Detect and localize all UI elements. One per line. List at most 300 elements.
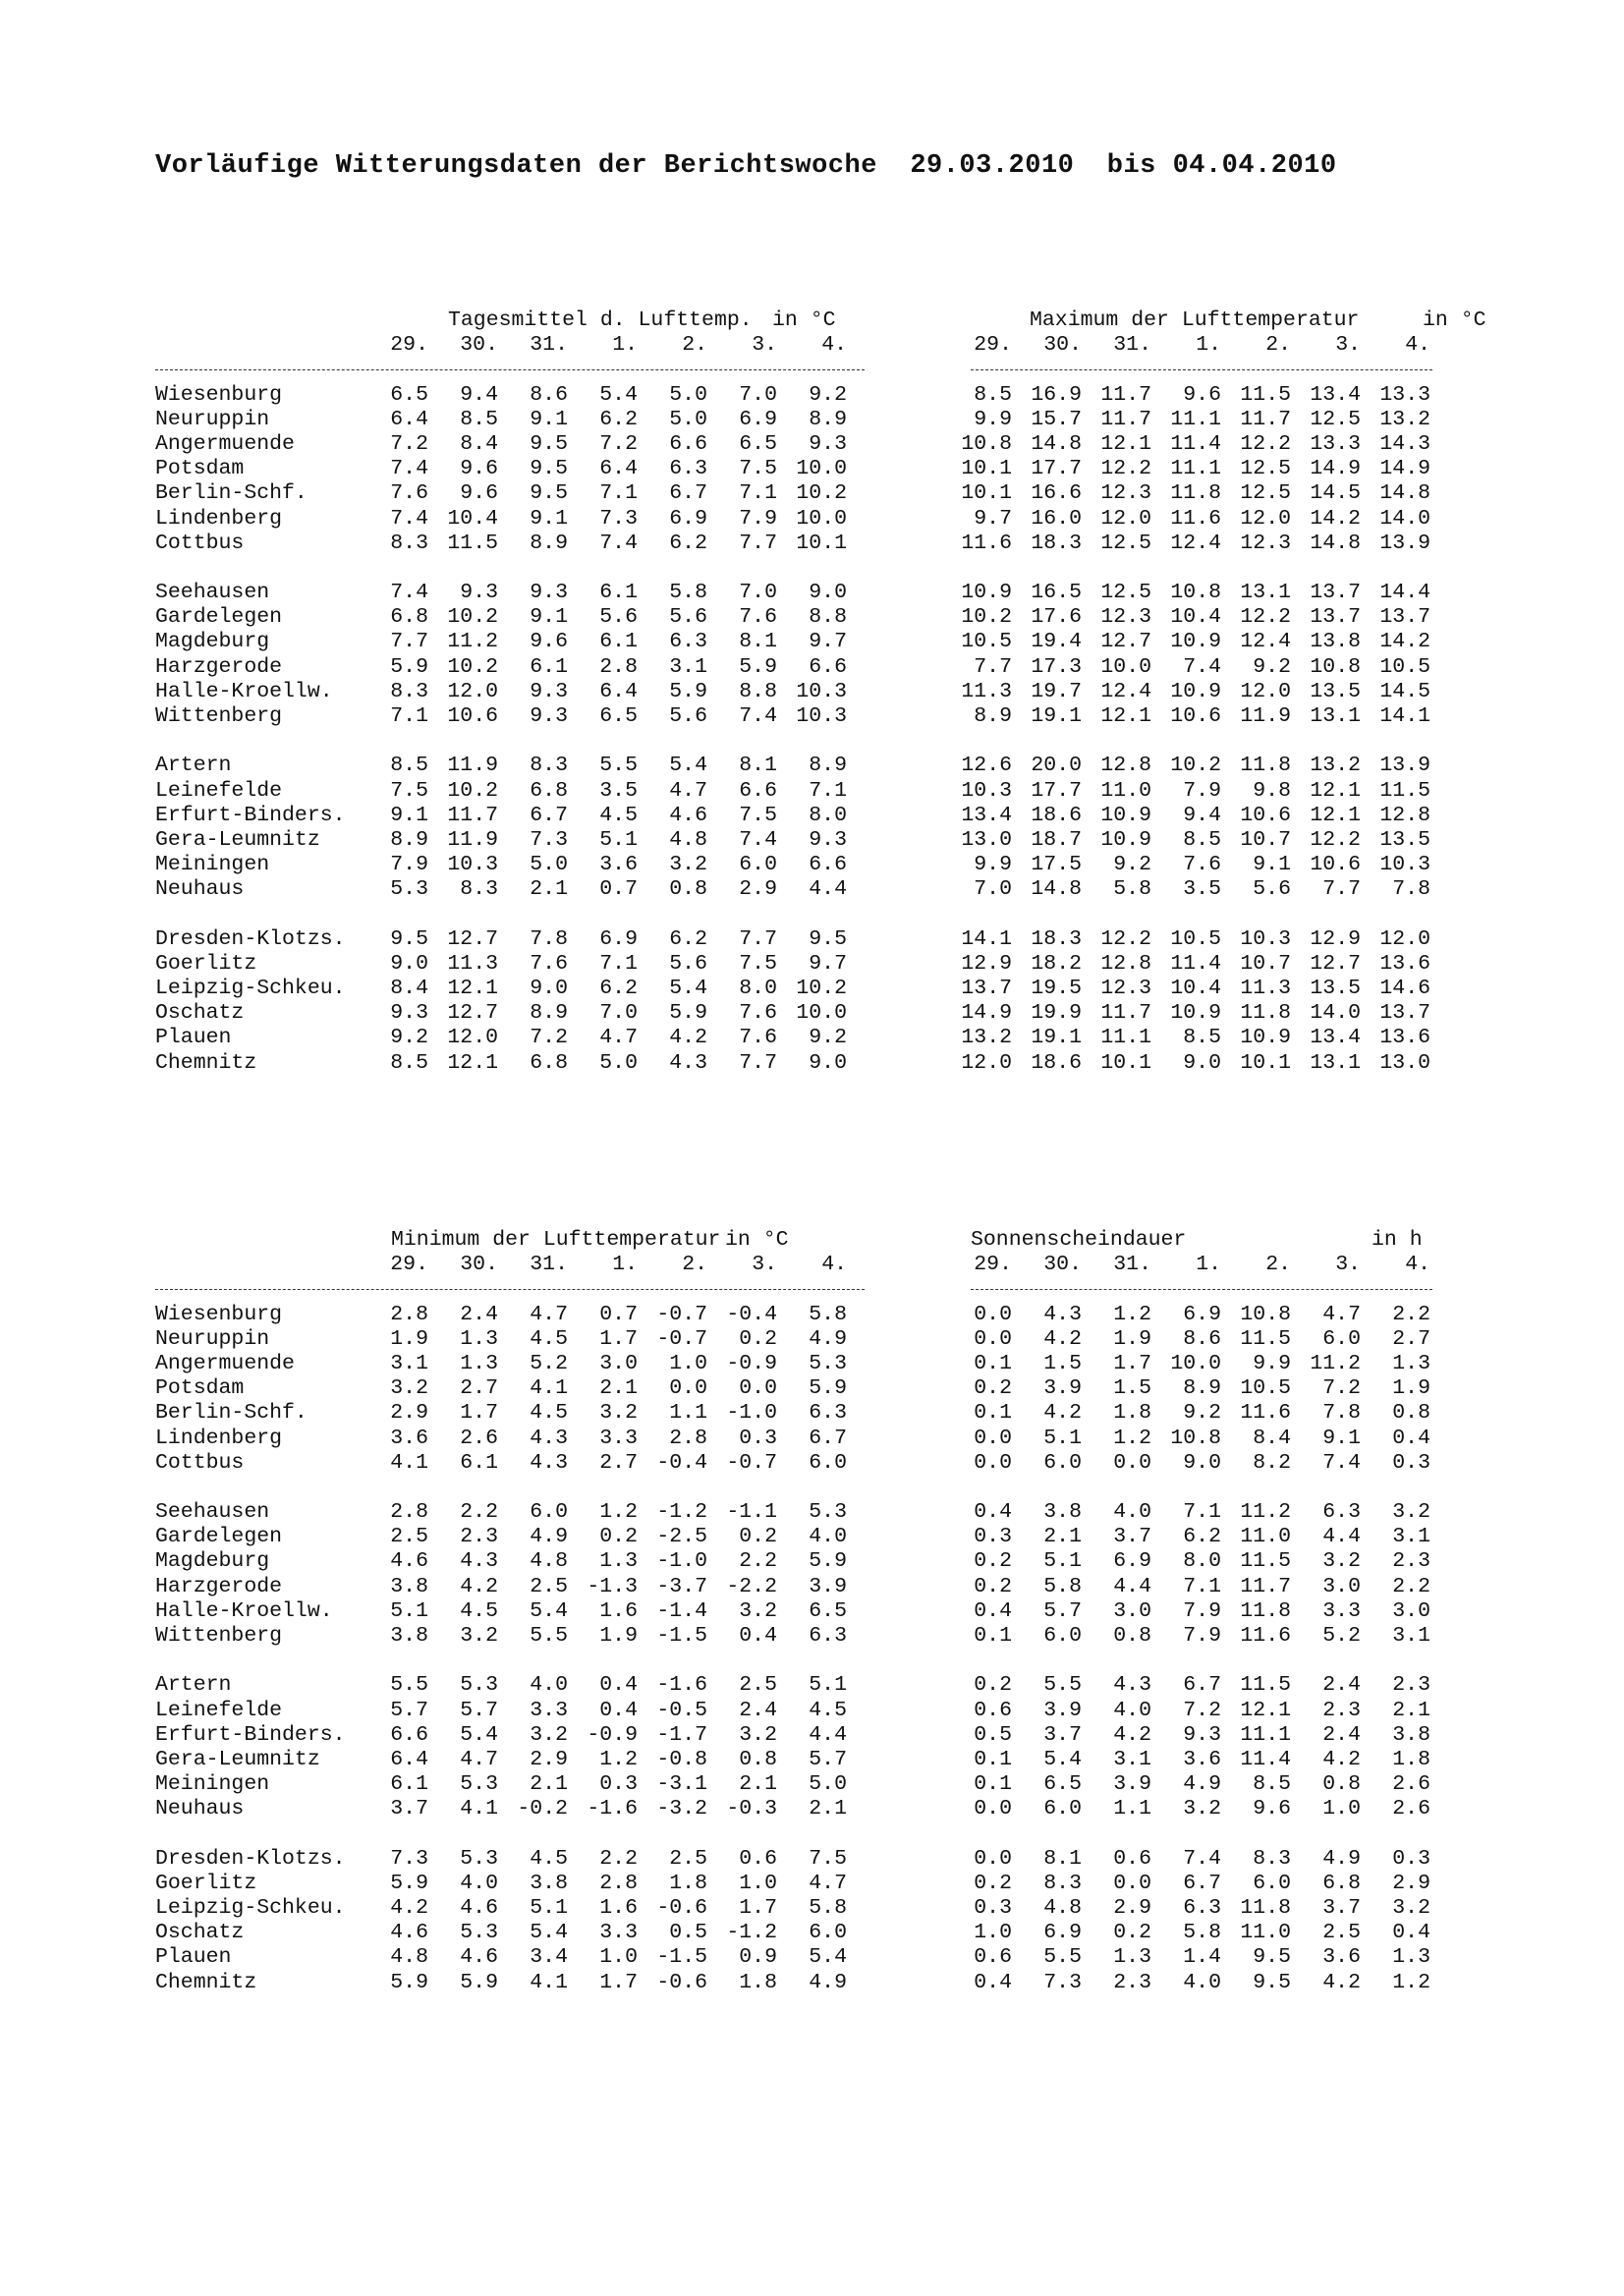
- right-value: 10.2: [961, 605, 1012, 630]
- right-value: 17.5: [1031, 853, 1082, 877]
- right-value: 14.5: [1379, 679, 1430, 703]
- left-value: 0.2: [739, 1326, 777, 1351]
- right-value: 12.3: [1100, 481, 1151, 506]
- table-row: [155, 1303, 1491, 1327]
- right-value: 1.0: [1322, 1797, 1361, 1821]
- right-value: 8.6: [1183, 1326, 1221, 1351]
- left-value: 6.0: [739, 853, 777, 877]
- station-name: Meiningen: [155, 1772, 270, 1797]
- right-value: 3.0: [1392, 1598, 1430, 1623]
- right-value: 10.6: [1310, 853, 1361, 877]
- right-value: 9.9: [974, 407, 1012, 431]
- left-value: 6.1: [599, 581, 638, 605]
- right-value: 2.4: [1322, 1673, 1361, 1698]
- left-value: 2.8: [599, 654, 638, 679]
- station-name: Wittenberg: [155, 704, 283, 728]
- right-value: 12.1: [1100, 431, 1151, 456]
- right-value: 9.0: [1183, 1050, 1221, 1075]
- left-value: 1.7: [739, 1896, 777, 1921]
- divider: [155, 369, 865, 370]
- left-value: 2.8: [599, 1871, 638, 1895]
- right-section-title: Maximum der Lufttemperatur: [1030, 308, 1360, 332]
- table-row: [155, 1401, 1491, 1426]
- left-value: -0.4: [656, 1450, 707, 1475]
- left-value: 2.6: [460, 1426, 498, 1450]
- right-value: 7.0: [974, 877, 1012, 902]
- left-value: 5.5: [530, 1624, 568, 1648]
- left-value: 2.1: [530, 1772, 568, 1797]
- right-value: 9.2: [1253, 654, 1291, 679]
- table-row: [155, 1921, 1491, 1945]
- left-section-unit: in °C: [725, 1228, 789, 1252]
- right-value: 13.6: [1379, 951, 1430, 976]
- left-value: 7.6: [739, 1001, 777, 1026]
- right-value: 3.7: [1322, 1896, 1361, 1921]
- table-row: [155, 828, 1491, 853]
- right-value: 10.1: [1240, 1050, 1291, 1075]
- station-name: Erfurt-Binders.: [155, 1722, 346, 1747]
- table-row: [155, 1624, 1491, 1649]
- right-value: 0.0: [1113, 1450, 1151, 1475]
- right-value: 1.8: [1113, 1401, 1151, 1426]
- left-value: 10.0: [796, 457, 847, 481]
- right-value: 0.2: [974, 1871, 1012, 1895]
- right-value: 13.8: [1310, 630, 1361, 654]
- station-name: Meiningen: [155, 853, 270, 877]
- day-label: 31.: [1113, 333, 1151, 358]
- right-value: 6.3: [1183, 1896, 1221, 1921]
- right-value: 12.0: [961, 1050, 1012, 1075]
- left-value: 6.2: [599, 407, 638, 431]
- left-value: 9.2: [809, 382, 847, 407]
- left-value: 2.1: [809, 1797, 847, 1821]
- right-value: 10.6: [1240, 803, 1291, 827]
- left-value: 7.4: [599, 531, 638, 555]
- right-value: 2.3: [1322, 1698, 1361, 1722]
- left-value: 5.7: [390, 1698, 428, 1722]
- left-value: -3.7: [656, 1574, 707, 1598]
- right-value: 4.2: [1043, 1401, 1082, 1426]
- right-value: 14.1: [1379, 704, 1430, 728]
- station-name: Chemnitz: [155, 1050, 257, 1075]
- left-value: 4.9: [530, 1525, 568, 1549]
- right-value: 12.4: [1100, 679, 1151, 703]
- left-value: 1.9: [390, 1326, 428, 1351]
- left-value: 5.3: [809, 1500, 847, 1525]
- left-value: 9.3: [530, 704, 568, 728]
- right-value: 4.2: [1113, 1722, 1151, 1747]
- left-value: 5.8: [809, 1896, 847, 1921]
- left-value: 5.9: [460, 1970, 498, 1994]
- right-value: 9.9: [1253, 1351, 1291, 1375]
- left-value: 4.8: [530, 1549, 568, 1574]
- right-value: 7.7: [1322, 877, 1361, 902]
- left-value: 7.1: [809, 778, 847, 803]
- left-value: 10.6: [447, 704, 498, 728]
- left-value: 6.7: [669, 481, 707, 506]
- left-value: 0.4: [599, 1673, 638, 1698]
- right-value: 12.3: [1240, 531, 1291, 555]
- table-row: [155, 952, 1491, 977]
- left-value: 5.3: [390, 877, 428, 902]
- left-value: 9.2: [809, 1026, 847, 1050]
- right-value: 8.5: [974, 382, 1012, 407]
- right-value: 14.1: [961, 926, 1012, 951]
- left-value: 5.4: [669, 754, 707, 778]
- right-value: 5.5: [1043, 1945, 1082, 1970]
- left-value: 10.1: [796, 531, 847, 555]
- table-row: [155, 804, 1491, 828]
- left-value: 7.4: [390, 457, 428, 481]
- station-name: Artern: [155, 754, 232, 778]
- left-value: 7.9: [739, 506, 777, 531]
- right-value: 13.5: [1310, 679, 1361, 703]
- day-label: 3.: [1335, 333, 1361, 358]
- right-value: 13.7: [1310, 581, 1361, 605]
- left-value: 5.9: [739, 654, 777, 679]
- table-row: [155, 1673, 1491, 1698]
- left-value: 1.8: [739, 1970, 777, 1994]
- right-value: 0.8: [1113, 1624, 1151, 1648]
- left-value: -0.4: [726, 1302, 777, 1326]
- left-value: 9.1: [390, 803, 428, 827]
- right-value: 14.3: [1379, 431, 1430, 456]
- station-name: Goerlitz: [155, 951, 257, 976]
- right-value: 10.5: [1379, 654, 1430, 679]
- left-value: 6.2: [669, 926, 707, 951]
- right-value: 0.0: [974, 1450, 1012, 1475]
- right-value: 14.9: [1379, 457, 1430, 481]
- right-value: 2.5: [1322, 1921, 1361, 1945]
- right-value: 18.6: [1031, 803, 1082, 827]
- table-row: [155, 605, 1491, 630]
- table-row: [155, 655, 1491, 680]
- right-value: 0.2: [974, 1574, 1012, 1598]
- right-value: 2.9: [1113, 1896, 1151, 1921]
- station-name: Leipzig-Schkeu.: [155, 977, 346, 1001]
- left-value: -1.3: [587, 1574, 638, 1598]
- left-value: 6.0: [809, 1921, 847, 1945]
- day-label: 30.: [460, 333, 498, 358]
- table-row: [155, 1427, 1491, 1451]
- left-value: -0.7: [726, 1450, 777, 1475]
- group-spacer: [155, 1822, 1491, 1847]
- right-value: 3.7: [1113, 1525, 1151, 1549]
- left-value: 1.7: [599, 1326, 638, 1351]
- left-value: 1.1: [669, 1401, 707, 1426]
- left-value: 7.4: [739, 704, 777, 728]
- right-value: 12.2: [1310, 827, 1361, 852]
- right-value: 10.3: [1240, 926, 1291, 951]
- right-value: 14.2: [1310, 506, 1361, 531]
- right-value: 5.8: [1183, 1921, 1221, 1945]
- right-value: 15.7: [1031, 407, 1082, 431]
- left-value: 1.6: [599, 1896, 638, 1921]
- left-value: 6.7: [530, 803, 568, 827]
- left-value: 7.6: [739, 605, 777, 630]
- right-value: 11.4: [1170, 951, 1221, 976]
- left-value: 3.3: [530, 1698, 568, 1722]
- station-name: Dresden-Klotzs.: [155, 1846, 346, 1871]
- left-value: 4.6: [669, 803, 707, 827]
- station-name: Wittenberg: [155, 1624, 283, 1648]
- right-value: 2.3: [1392, 1673, 1430, 1698]
- left-value: 4.7: [669, 778, 707, 803]
- right-value: 10.5: [961, 630, 1012, 654]
- left-value: -1.2: [726, 1921, 777, 1945]
- day-label: 2.: [682, 1253, 707, 1277]
- right-value: 0.6: [974, 1698, 1012, 1722]
- right-value: 9.5: [1253, 1970, 1291, 1994]
- right-value: 12.0: [1379, 926, 1430, 951]
- left-value: 7.3: [599, 506, 638, 531]
- left-value: 5.7: [809, 1747, 847, 1771]
- left-value: 9.2: [390, 1026, 428, 1050]
- right-value: 1.0: [974, 1921, 1012, 1945]
- right-value: 4.9: [1183, 1772, 1221, 1797]
- left-value: 7.0: [599, 1001, 638, 1026]
- right-value: 0.6: [974, 1945, 1012, 1970]
- right-value: 8.9: [1183, 1376, 1221, 1401]
- left-value: 7.0: [739, 382, 777, 407]
- station-name: Plauen: [155, 1945, 232, 1970]
- right-value: 3.8: [1043, 1500, 1082, 1525]
- left-value: -0.9: [587, 1722, 638, 1747]
- left-value: 5.4: [460, 1722, 498, 1747]
- right-section-title: Sonnenscheindauer: [971, 1228, 1187, 1252]
- right-value: 13.9: [1379, 531, 1430, 555]
- table-row: [155, 1376, 1491, 1401]
- table-row: [155, 927, 1491, 952]
- right-value: 1.9: [1113, 1326, 1151, 1351]
- right-value: 12.5: [1240, 481, 1291, 506]
- right-value: 6.0: [1043, 1797, 1082, 1821]
- left-value: 5.4: [530, 1921, 568, 1945]
- day-label: 3.: [1335, 1253, 1361, 1277]
- right-value: 12.9: [1310, 926, 1361, 951]
- left-value: 4.4: [809, 1722, 847, 1747]
- left-value: 6.4: [599, 679, 638, 703]
- right-value: 13.1: [1310, 1050, 1361, 1075]
- left-value: 7.2: [390, 431, 428, 456]
- group-spacer: [155, 1649, 1491, 1673]
- right-value: 17.3: [1031, 654, 1082, 679]
- right-value: 9.1: [1322, 1426, 1361, 1450]
- right-value: 7.8: [1392, 877, 1430, 902]
- right-value: 11.6: [961, 531, 1012, 555]
- table-row: [155, 1500, 1491, 1525]
- right-value: 3.5: [1183, 877, 1221, 902]
- left-value: 5.6: [669, 951, 707, 976]
- right-value: 8.2: [1253, 1450, 1291, 1475]
- right-value: 12.3: [1100, 977, 1151, 1001]
- left-value: -0.2: [517, 1797, 568, 1821]
- left-value: 9.5: [809, 926, 847, 951]
- left-value: 4.3: [669, 1050, 707, 1075]
- group-spacer: [155, 1476, 1491, 1500]
- day-label: 2.: [682, 333, 707, 358]
- right-value: 10.3: [961, 778, 1012, 803]
- left-value: 5.3: [460, 1921, 498, 1945]
- left-value: 3.9: [809, 1574, 847, 1598]
- right-value: 19.5: [1031, 977, 1082, 1001]
- right-value: 6.7: [1183, 1871, 1221, 1895]
- right-value: 8.4: [1253, 1426, 1291, 1450]
- right-value: 0.1: [974, 1772, 1012, 1797]
- left-value: 2.7: [460, 1376, 498, 1401]
- right-value: 6.9: [1043, 1921, 1082, 1945]
- left-value: 6.7: [809, 1426, 847, 1450]
- left-value: 5.4: [809, 1945, 847, 1970]
- right-value: 3.2: [1183, 1797, 1221, 1821]
- right-value: 18.3: [1031, 531, 1082, 555]
- right-value: 3.1: [1392, 1624, 1430, 1648]
- station-name: Angermuende: [155, 431, 295, 456]
- right-value: 4.2: [1322, 1747, 1361, 1771]
- table-row: [155, 1971, 1491, 1995]
- table-row: [155, 1945, 1491, 1970]
- left-value: 4.5: [530, 1326, 568, 1351]
- table-top: [155, 308, 1491, 1076]
- left-value: 11.5: [447, 531, 498, 555]
- right-value: 10.4: [1170, 977, 1221, 1001]
- right-value: 7.6: [1183, 853, 1221, 877]
- right-value: 16.0: [1031, 506, 1082, 531]
- right-value: 6.9: [1113, 1549, 1151, 1574]
- left-value: 5.9: [669, 1001, 707, 1026]
- right-value: 6.2: [1183, 1525, 1221, 1549]
- right-value: 10.9: [1170, 1001, 1221, 1026]
- left-value: 12.1: [447, 1050, 498, 1075]
- right-value: 19.4: [1031, 630, 1082, 654]
- left-value: 2.2: [739, 1549, 777, 1574]
- day-label: 1.: [612, 333, 638, 358]
- station-name: Goerlitz: [155, 1871, 257, 1895]
- left-value: -0.9: [726, 1351, 777, 1375]
- divider: [971, 369, 1432, 370]
- right-value: 4.0: [1113, 1698, 1151, 1722]
- right-value: 7.9: [1183, 1598, 1221, 1623]
- left-value: -1.1: [726, 1500, 777, 1525]
- right-value: 10.9: [1240, 1026, 1291, 1050]
- right-value: 10.9: [1100, 827, 1151, 852]
- right-value: 9.8: [1253, 778, 1291, 803]
- right-value: 0.1: [974, 1747, 1012, 1771]
- right-value: 13.7: [961, 977, 1012, 1001]
- left-value: -1.6: [587, 1797, 638, 1821]
- left-value: 4.3: [530, 1450, 568, 1475]
- left-value: 11.9: [447, 754, 498, 778]
- right-value: 3.6: [1322, 1945, 1361, 1970]
- day-label: 1.: [1196, 1253, 1221, 1277]
- table-header-days: [155, 333, 1491, 358]
- left-value: 7.6: [530, 951, 568, 976]
- right-value: 11.7: [1240, 1574, 1291, 1598]
- left-value: -0.3: [726, 1797, 777, 1821]
- left-value: -2.5: [656, 1525, 707, 1549]
- left-value: 0.0: [739, 1376, 777, 1401]
- left-value: 8.4: [390, 977, 428, 1001]
- right-value: 9.2: [1183, 1401, 1221, 1426]
- right-value: 10.8: [1170, 581, 1221, 605]
- left-value: 7.2: [530, 1026, 568, 1050]
- right-value: 7.9: [1183, 778, 1221, 803]
- right-value: 1.3: [1113, 1945, 1151, 1970]
- right-value: 10.1: [961, 481, 1012, 506]
- right-value: 5.7: [1043, 1598, 1082, 1623]
- left-value: 5.5: [390, 1673, 428, 1698]
- left-value: 8.5: [390, 1050, 428, 1075]
- left-value: 4.5: [530, 1846, 568, 1871]
- right-value: 14.4: [1379, 581, 1430, 605]
- left-value: 5.9: [809, 1376, 847, 1401]
- left-value: 3.3: [599, 1426, 638, 1450]
- left-value: 7.7: [739, 1050, 777, 1075]
- left-value: 6.3: [809, 1401, 847, 1426]
- right-value: 1.5: [1113, 1376, 1151, 1401]
- right-value: 9.2: [1113, 853, 1151, 877]
- station-name: Magdeburg: [155, 630, 270, 654]
- left-value: 9.5: [530, 431, 568, 456]
- left-value: 6.3: [809, 1624, 847, 1648]
- station-name: Leinefelde: [155, 1698, 283, 1722]
- day-label: 1.: [612, 1253, 638, 1277]
- left-value: 0.8: [739, 1747, 777, 1771]
- right-value: 16.6: [1031, 481, 1082, 506]
- group-spacer: [155, 556, 1491, 581]
- day-label: 4.: [821, 1253, 847, 1277]
- left-value: 0.0: [669, 1376, 707, 1401]
- left-value: 9.7: [809, 630, 847, 654]
- right-value: 14.8: [1031, 431, 1082, 456]
- table-row: [155, 877, 1491, 902]
- left-value: 5.5: [599, 754, 638, 778]
- left-value: 5.0: [669, 407, 707, 431]
- right-value: 0.0: [974, 1797, 1012, 1821]
- right-value: 12.6: [961, 754, 1012, 778]
- right-value: 1.9: [1392, 1376, 1430, 1401]
- right-value: 3.2: [1322, 1549, 1361, 1574]
- right-value: 13.0: [961, 827, 1012, 852]
- left-value: 12.7: [447, 1001, 498, 1026]
- right-value: 2.1: [1392, 1698, 1430, 1722]
- right-value: 12.7: [1310, 951, 1361, 976]
- right-value: 10.6: [1170, 704, 1221, 728]
- left-value: 4.7: [809, 1871, 847, 1895]
- left-value: 2.1: [739, 1772, 777, 1797]
- left-value: 9.1: [530, 506, 568, 531]
- left-value: 5.3: [460, 1772, 498, 1797]
- station-name: Dresden-Klotzs.: [155, 926, 346, 951]
- left-value: 6.5: [809, 1598, 847, 1623]
- table-row: [155, 977, 1491, 1001]
- right-value: 10.7: [1240, 951, 1291, 976]
- day-label: 30.: [1043, 333, 1082, 358]
- right-value: 11.0: [1240, 1525, 1291, 1549]
- right-value: 12.1: [1100, 704, 1151, 728]
- left-value: -0.7: [656, 1302, 707, 1326]
- left-value: 8.4: [460, 431, 498, 456]
- right-value: 17.7: [1031, 778, 1082, 803]
- left-value: -1.5: [656, 1624, 707, 1648]
- left-value: 5.8: [669, 581, 707, 605]
- left-value: 3.3: [599, 1921, 638, 1945]
- right-value: 0.3: [974, 1896, 1012, 1921]
- right-value: 10.1: [961, 457, 1012, 481]
- left-value: 9.1: [530, 407, 568, 431]
- right-value: 4.2: [1322, 1970, 1361, 1994]
- right-value: 10.9: [1100, 803, 1151, 827]
